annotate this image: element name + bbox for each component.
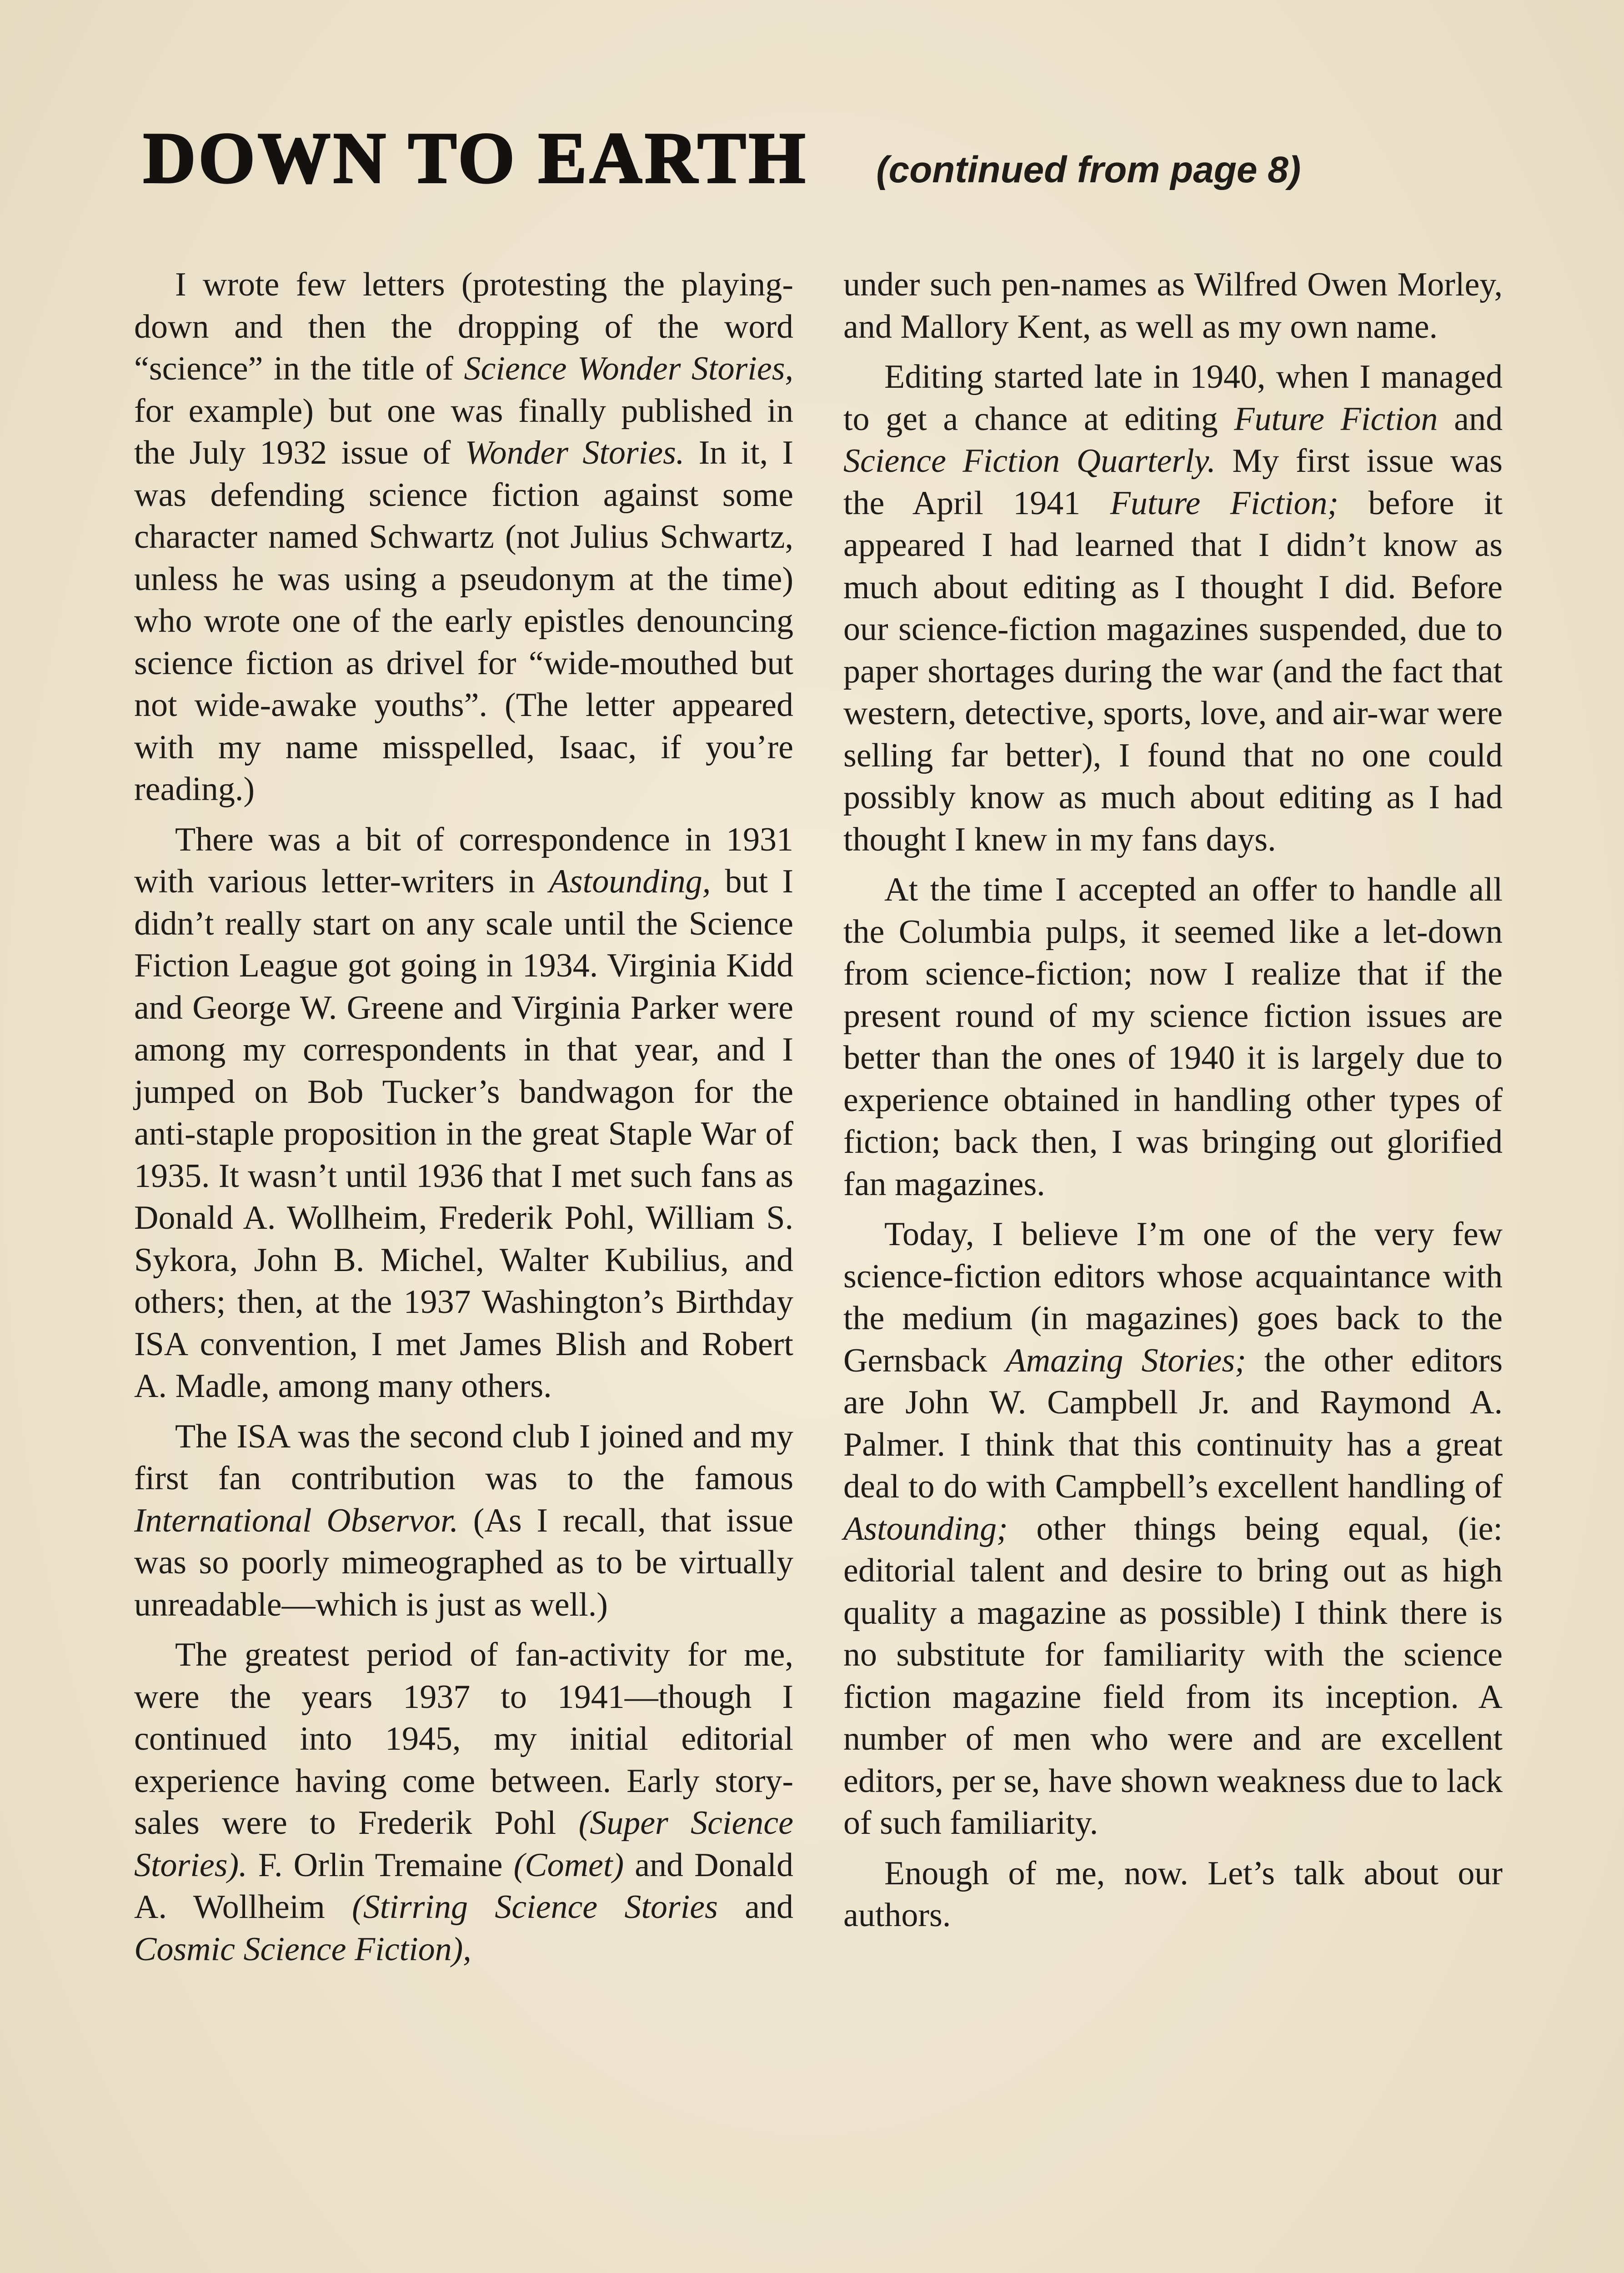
italic-title: Cosmic Science Fiction), (134, 1930, 471, 1968)
text-run: and (717, 1888, 793, 1926)
paragraph (843, 869, 1503, 1205)
text-run: (As I recall, that issue was so poorly mimeographed as to be virtually unreadable—which is just as well.) (134, 1502, 793, 1623)
italic-title: Amazing Stories; (1005, 1342, 1246, 1379)
text-run: The ISA was the second club I joined and my first fan contribution was to the famous (134, 1417, 793, 1497)
italic-title: Astounding; (843, 1510, 1008, 1547)
text-run: the other editors are John W. Campbell Jr. and Raymond A. Palmer. I think that this continuity has a great deal to do with Campbell’s excellent handling of (843, 1342, 1503, 1505)
paragraph (134, 1416, 793, 1626)
text-run: other things being equal, (ie: editorial talent and desire to bring out as high quality a magazine as possible) I think there is no substitute for familiarity with the science fiction magazine field from its inception. A number of men who were and are excellent editors, per se, have shown weakness due to lack of such familiarity. (843, 1510, 1503, 1842)
italic-title: Science Fiction Quarterly. (843, 442, 1216, 480)
text-run: before it appeared I had learned that I didn’t know as much about editing as I thought I did. Before our science-fiction magazines suspended, due to paper shortages during the war (and the fact that western, detective, sports, love, and air-war were selling far better), I found that no one could possibly know as much about editing as I had thought I knew in my fans days. (843, 484, 1503, 858)
text-run: under such pen-names as Wilfred Owen Morley, and Mallory Kent, as well as my own name. (843, 266, 1503, 345)
text-run: There was a bit of correspondence in 1931 with various letter-writers in (134, 821, 793, 900)
text-run: F. Orlin Tremaine (247, 1846, 514, 1884)
right-column (843, 264, 1503, 1945)
italic-title: Astounding, (549, 863, 711, 900)
paragraph (843, 264, 1503, 348)
italic-title: Science Wonder Stories, (464, 350, 793, 387)
paragraph (134, 819, 793, 1407)
paragraph (843, 1213, 1503, 1844)
text-run: My first issue was the April 1941 (843, 442, 1503, 522)
article-title: DOWN TO EARTH (143, 117, 808, 198)
left-column (134, 264, 793, 1978)
text-run: The greatest period of fan-activity for me, were the years 1937 to 1941—though I continued into 1945, my initial editorial experience having come between. Early story-sales were to Frederik Pohl (134, 1636, 793, 1842)
text-run: but I didn’t really start on any scale until the Science Fiction League got going in 1934. Virginia Kidd and George W. Greene and Virginia Parker were among my correspondents in that year, and I jumped on Bob Tucker’s bandwagon for the anti-staple proposition in the great Staple War of 1935. It wasn’t until 1936 that I met such fans as Donald A. Wollheim, Frederik Pohl, William S. Sykora, John B. Michel, Walter Kubilius, and others; then, at the 1937 Washington’s Birthday ISA convention, I met James Blish and Robert A. Madle, among many others. (134, 863, 793, 1405)
text-run: At the time I accepted an offer to handle all the Columbia pulps, it seemed like a let-down from science-fiction; now I realize that if the present round of my science fiction issues are better than the ones of 1940 it is largely due to experience obtained in handling other types of fiction; back then, I was bringing out glorified fan magazines. (843, 871, 1503, 1203)
italic-title: International Observor. (134, 1502, 459, 1539)
text-run: Editing started late in 1940, when I managed to get a chance at editing (843, 358, 1503, 438)
text-run: Today, I believe I’m one of the very few science-fiction editors whose acquaintance with the medium (in magazines) goes back to the Gernsback (843, 1216, 1503, 1379)
text-run: In it, I was defending science fiction against some character named Schwartz (not Julius Schwartz, unless he was using a pseudonym at the time) who wrote one of the early epistles denouncing science fiction as drivel for “wide-mouthed but not wide-awake youths”. (The letter appeared with my name misspelled, Isaac, if you’re reading.) (134, 434, 794, 808)
italic-title: Wonder Stories. (465, 434, 685, 471)
italic-title: (Stirring Science Stories (352, 1888, 718, 1926)
paragraph (843, 356, 1503, 861)
italic-title: (Super Science Stories). (134, 1804, 793, 1884)
paragraph (134, 264, 793, 811)
text-run: for example) but one was finally published in the July 1932 issue of (134, 392, 793, 471)
paragraph (843, 1852, 1503, 1937)
article-header (143, 116, 1484, 207)
italic-title: Future Fiction; (1110, 484, 1339, 522)
text-run: I wrote few letters (protesting the playing-down and then the dropping of the word “science” in the title of (134, 266, 793, 387)
text-run: Enough of me, now. Let’s talk about our authors. (843, 1854, 1503, 1934)
continued-note: (continued from page 8) (876, 149, 1301, 190)
text-run: and (1438, 400, 1503, 438)
italic-title: Future Fiction (1234, 400, 1438, 438)
text-run: and Donald A. Wollheim (134, 1846, 793, 1926)
paragraph (134, 1634, 793, 1970)
italic-title: (Comet) (513, 1846, 624, 1884)
